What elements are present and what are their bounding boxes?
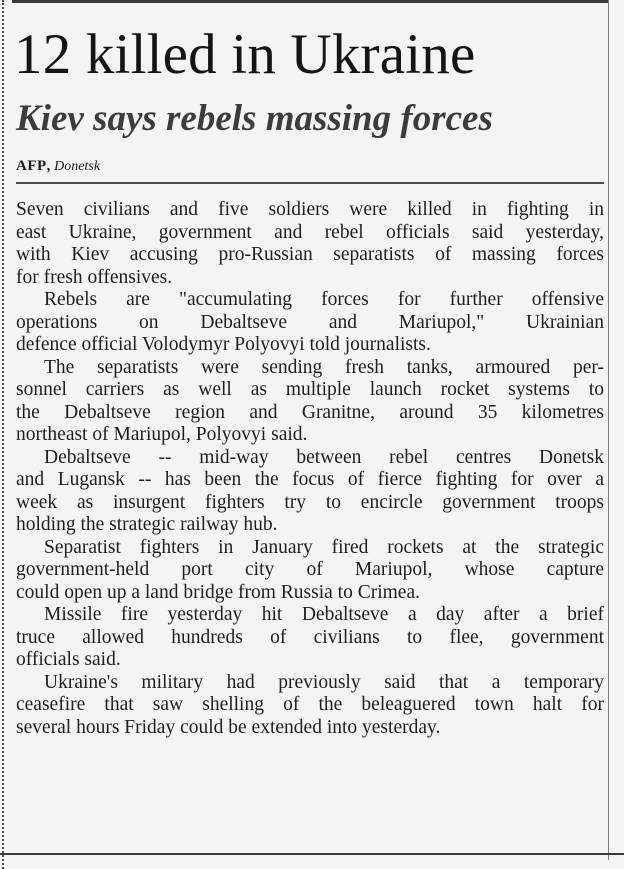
article-paragraph [16, 199, 604, 289]
article-line: operations on Debaltseve and Mariupol," Ukrainian [16, 311, 604, 333]
article-paragraph [16, 672, 604, 740]
article-paragraph [16, 537, 604, 605]
article-line: Separatist fighters in January fired rockets at the strategic [44, 536, 604, 558]
article-line: officials said. [16, 649, 121, 670]
subheadline: Kiev says rebels massing forces [16, 98, 493, 139]
top-rule [12, 0, 608, 3]
byline-rule [16, 182, 604, 184]
article-body [16, 199, 604, 739]
article-line: could open up a land bridge from Russia to Crimea. [16, 581, 420, 603]
article-paragraph [16, 604, 604, 672]
headline: 12 killed in Ukraine [14, 23, 476, 86]
article-line: for fresh offensives. [16, 266, 173, 288]
article-line: with Kiev accusing pro-Russian separatists of massing forces [16, 244, 604, 265]
byline [16, 156, 100, 177]
article-line: northeast of Mariupol, Polyovyi said. [16, 424, 308, 445]
article-line: Missile fire yesterday hit Debaltseve a day after a brief [44, 604, 604, 625]
article-paragraph [16, 357, 604, 447]
article-paragraph [16, 289, 604, 357]
article-line: government-held port city of Mariupol, whose capture [16, 559, 604, 580]
article-line: defence official Volodymyr Polyovyi told journalists. [16, 334, 431, 355]
article-line: The separatists were sending fresh tanks, armoured per- [44, 356, 604, 378]
article-line: and Lugansk -- has been the focus of fierce fighting for over a [16, 469, 604, 490]
right-column-rule [608, 0, 609, 860]
article-line: the Debaltseve region and Granitne, around 35 kilometres [16, 401, 604, 423]
bottom-rule [0, 853, 624, 855]
article-line: Debaltseve -- mid-way between rebel centres Donetsk [44, 446, 604, 468]
article-line: Ukraine's military had previously said that a temporary [44, 671, 604, 693]
article-line: Seven civilians and five soldiers were killed in fighting in [16, 199, 604, 220]
byline-agency: AFP [16, 158, 47, 174]
article-line: week as insurgent fighters try to encircle government troops [16, 491, 604, 513]
article-line: east Ukraine, government and rebel officials said yesterday, [16, 221, 604, 243]
byline-separator: , [46, 158, 51, 174]
article-line: ceasefire that saw shelling of the beleaguered town halt for [16, 694, 604, 715]
article-line: several hours Friday could be extended into yesterday. [16, 716, 441, 738]
byline-place: Donetsk [54, 159, 101, 174]
article-line: sonnel carriers as well as multiple launch rocket systems to [16, 379, 604, 400]
article-line: truce allowed hundreds of civilians to flee, government [16, 626, 604, 648]
article-paragraph [16, 447, 604, 537]
column-divider-dotted [2, 0, 4, 869]
article-line: Rebels are "accumulating forces for further offensive [44, 289, 604, 310]
article-line: holding the strategic railway hub. [16, 514, 278, 535]
